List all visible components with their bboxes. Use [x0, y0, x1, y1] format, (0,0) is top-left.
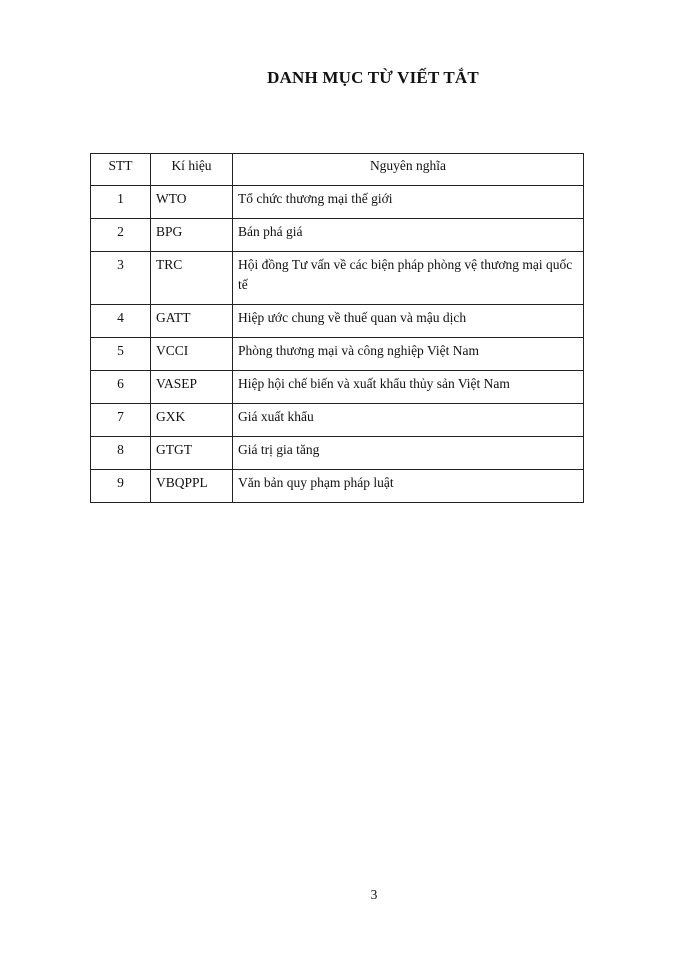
abbreviation-table — [90, 153, 584, 503]
cell-meaning: Giá trị gia tăng — [233, 437, 584, 470]
cell-meaning: Bán phá giá — [233, 219, 584, 252]
cell-stt: 3 — [91, 252, 151, 305]
cell-symbol: VBQPPL — [151, 470, 233, 503]
cell-stt: 6 — [91, 371, 151, 404]
cell-stt: 8 — [91, 437, 151, 470]
table-row — [91, 252, 584, 305]
table-row — [91, 219, 584, 252]
table-row — [91, 338, 584, 371]
cell-stt: 9 — [91, 470, 151, 503]
cell-meaning: Văn bản quy phạm pháp luật — [233, 470, 584, 503]
header-meaning: Nguyên nghĩa — [233, 154, 584, 186]
page-number: 3 — [370, 887, 378, 902]
table-row — [91, 470, 584, 503]
cell-meaning: Hiệp ước chung về thuế quan và mậu dịch — [233, 305, 584, 338]
cell-stt: 1 — [91, 186, 151, 219]
table-row — [91, 305, 584, 338]
cell-meaning: Hội đồng Tư vấn về các biện pháp phòng vệ thương mại quốc tế — [233, 252, 584, 305]
cell-symbol: GXK — [151, 404, 233, 437]
cell-stt: 5 — [91, 338, 151, 371]
cell-symbol: BPG — [151, 219, 233, 252]
cell-symbol: GTGT — [151, 437, 233, 470]
cell-symbol: TRC — [151, 252, 233, 305]
table-row — [91, 371, 584, 404]
header-stt: STT — [91, 154, 151, 186]
cell-symbol: VASEP — [151, 371, 233, 404]
table-body — [91, 186, 584, 503]
cell-stt: 7 — [91, 404, 151, 437]
cell-stt: 4 — [91, 305, 151, 338]
cell-meaning: Phòng thương mại và công nghiệp Việt Nam — [233, 338, 584, 371]
table-row — [91, 186, 584, 219]
table-row — [91, 437, 584, 470]
cell-symbol: VCCI — [151, 338, 233, 371]
cell-stt: 2 — [91, 219, 151, 252]
header-symbol: Kí hiệu — [151, 154, 233, 186]
cell-meaning: Giá xuất khẩu — [233, 404, 584, 437]
cell-meaning: Tổ chức thương mại thế giới — [233, 186, 584, 219]
page-title: DANH MỤC TỪ VIẾT TẮT — [267, 68, 479, 87]
table-header-row — [91, 154, 584, 186]
cell-meaning: Hiệp hội chế biến và xuất khẩu thủy sản Việt Nam — [233, 371, 584, 404]
table-row — [91, 404, 584, 437]
cell-symbol: GATT — [151, 305, 233, 338]
table-header — [91, 154, 584, 186]
cell-symbol: WTO — [151, 186, 233, 219]
